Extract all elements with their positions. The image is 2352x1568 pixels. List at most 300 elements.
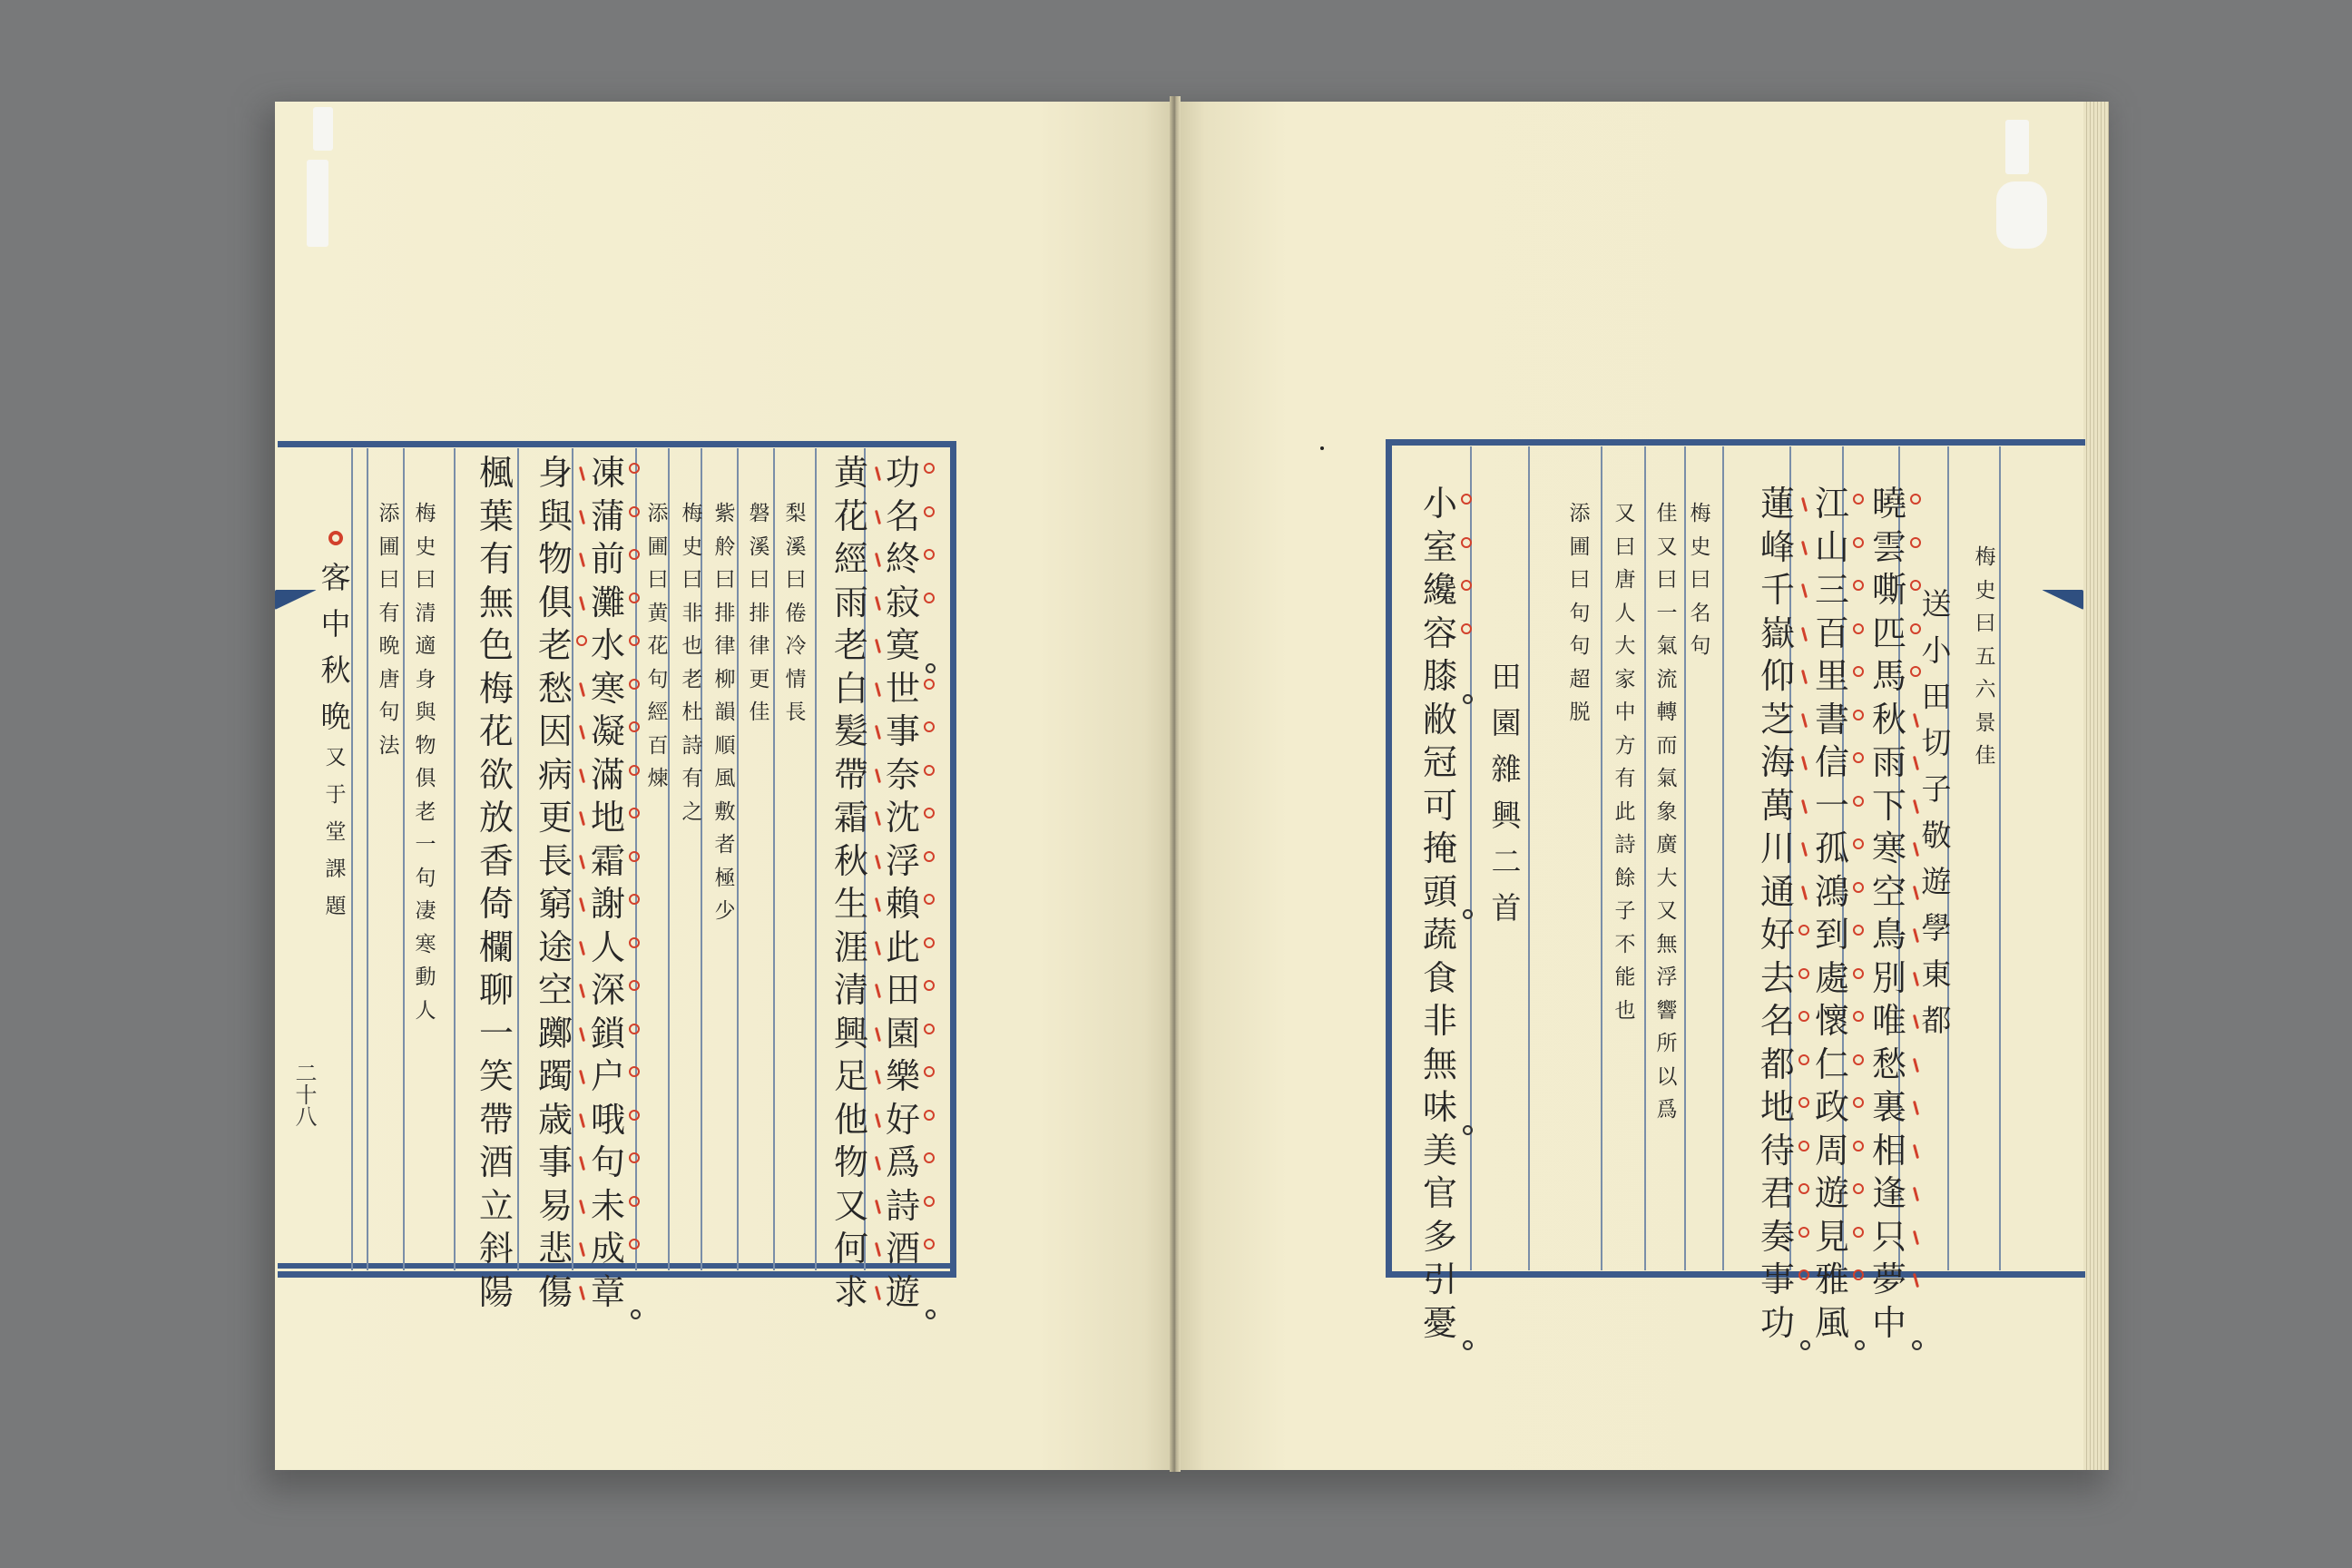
verse-char: 途 (535, 926, 575, 970)
commentary-char: 黄 (647, 601, 669, 625)
verse-char: 浮 (883, 840, 923, 884)
verse-char: 空 (1869, 871, 1909, 915)
commentary-char: 添 (378, 502, 400, 525)
commentary-char: 者 (714, 833, 736, 857)
verse-char: 傷 (535, 1271, 575, 1315)
emphasis-mark (924, 721, 935, 732)
commentary-char: 適 (415, 634, 436, 658)
poem-title-sub-char: 又 (325, 746, 347, 769)
left-column-9 (476, 452, 516, 1314)
commentary-char: 順 (714, 733, 736, 758)
verse-char: 仁 (1812, 1044, 1852, 1087)
verse-char: 逢 (1869, 1172, 1909, 1216)
commentary-char: 五 (1975, 644, 1996, 669)
verse-char: 蓮 (1758, 483, 1798, 526)
verse-char: 病 (535, 754, 575, 798)
verse-char: 老 (831, 624, 871, 668)
verse-char: 雅 (1812, 1259, 1852, 1302)
heading-char: 敬 (1921, 818, 1952, 853)
commentary-char: 梅 (1690, 502, 1711, 525)
commentary-char: 溪 (749, 534, 770, 559)
commentary-char: 之 (681, 799, 703, 824)
verse-char: 黄 (831, 452, 871, 495)
emphasis-mark (1853, 968, 1864, 979)
commentary-char: 佳 (1975, 744, 1996, 768)
verse-char: 食 (1422, 957, 1457, 998)
emphasis-mark (1853, 925, 1864, 936)
binding-thread-right-2 (1996, 181, 2047, 249)
emphasis-mark (1853, 838, 1864, 849)
verse-char: 別 (1869, 957, 1909, 1001)
emphasis-mark (924, 808, 935, 818)
commentary-char: 花 (647, 634, 669, 658)
heading-char: 田 (1491, 659, 1522, 694)
emphasis-mark (629, 1152, 640, 1163)
heading-char: 雜 (1491, 751, 1522, 787)
verse-char: 海 (1758, 741, 1798, 785)
commentary-char: 以 (1656, 1064, 1678, 1089)
commentary-char: 有 (681, 767, 703, 790)
emphasis-mark (1798, 968, 1809, 979)
right-column-rule (1601, 446, 1602, 1270)
commentary-char: 圃 (1569, 534, 1591, 559)
emphasis-mark (629, 808, 640, 818)
emphasis-mark (1853, 752, 1864, 763)
left-column-rule (517, 448, 519, 1270)
emphasis-mark (1461, 494, 1472, 505)
verse-char: 無 (1422, 1044, 1457, 1084)
verse-char: 寒 (1869, 828, 1909, 871)
verse-char: 山 (1812, 526, 1852, 570)
verse-char: 裏 (1869, 1086, 1909, 1130)
verse-char: 功 (1758, 1302, 1798, 1346)
commentary-char: 杜 (681, 701, 703, 724)
poem-title-char: 中 (320, 606, 351, 642)
commentary-char: 與 (415, 701, 436, 724)
commentary-char: 又 (1656, 899, 1678, 923)
binding-thread-right-1 (2005, 120, 2029, 174)
emphasis-mark (1798, 1183, 1809, 1194)
verse-char: 章 (588, 1271, 628, 1315)
verse-char: 鳥 (1869, 914, 1909, 957)
heading-char: 都 (1921, 1003, 1952, 1038)
verse-char: 雨 (831, 582, 871, 625)
emphasis-mark (576, 635, 587, 646)
emphasis-mark (1910, 537, 1921, 548)
verse-char: 容 (1420, 612, 1460, 656)
commentary-char: 爲 (1656, 1098, 1678, 1122)
poem-title-sub-char: 于 (325, 783, 347, 807)
emphasis-mark (1910, 580, 1921, 591)
verse-char: 一 (478, 1013, 514, 1054)
commentary-char: 流 (1656, 667, 1678, 691)
commentary-char: 曰 (415, 568, 436, 592)
verse-char: 躅 (535, 1055, 575, 1099)
verse-char: 掩 (1422, 828, 1457, 868)
verse-char: 風 (1812, 1302, 1852, 1346)
verse-char: 寂 (883, 582, 923, 625)
commentary-char: 能 (1614, 965, 1636, 989)
commentary-char: 紫 (714, 502, 736, 525)
emphasis-mark (1798, 1141, 1809, 1152)
commentary-char: 超 (1569, 667, 1591, 691)
verse-char: 沈 (883, 797, 923, 840)
emphasis-mark (924, 765, 935, 776)
left-column-12 (318, 531, 354, 926)
commentary-char: 舲 (714, 534, 736, 559)
right-column-1 (1918, 581, 1955, 1044)
verse-char: 灘 (588, 582, 628, 625)
verse-char: 求 (831, 1271, 871, 1315)
verse-char: 多 (1422, 1216, 1457, 1257)
emphasis-mark (1853, 537, 1864, 548)
commentary-char: 曰 (1656, 568, 1678, 592)
left-column-11 (377, 497, 401, 762)
verse-char: 足 (831, 1055, 871, 1099)
binding-thread-left-1 (313, 107, 333, 151)
left-column-7 (588, 452, 628, 1314)
binding-thread-left-2 (307, 160, 328, 247)
emphasis-mark (1798, 1097, 1809, 1108)
commentary-char: 律 (714, 634, 736, 658)
commentary-char: 凄 (415, 899, 436, 923)
verse-char: 霜 (588, 840, 628, 884)
emphasis-mark (1910, 494, 1921, 505)
emphasis-mark (1910, 666, 1921, 677)
heading-char: 切 (1921, 725, 1952, 760)
verse-char: 見 (1812, 1216, 1852, 1259)
commentary-char: 詩 (681, 733, 703, 758)
commentary-char: 寒 (415, 932, 436, 956)
emphasis-mark (629, 851, 640, 862)
commentary-char: 有 (1614, 767, 1636, 790)
emphasis-mark (629, 1066, 640, 1077)
commentary-char: 浮 (1656, 965, 1678, 989)
commentary-char: 圃 (647, 534, 669, 559)
verse-char: 好 (883, 1099, 923, 1142)
commentary-char: 響 (1656, 998, 1678, 1023)
commentary-char: 百 (647, 733, 669, 758)
verse-char: 水 (588, 624, 628, 668)
poem-title-char: 晩 (320, 699, 351, 734)
verse-char: 雲 (1869, 526, 1909, 570)
heading-char: 二 (1491, 844, 1522, 879)
emphasis-mark (924, 549, 935, 560)
emphasis-mark (629, 1239, 640, 1250)
verse-char: 芝 (1758, 699, 1798, 742)
emphasis-mark (1798, 1227, 1809, 1238)
verse-char: 蒲 (588, 495, 628, 539)
right-column-7 (1613, 497, 1637, 1027)
verse-char: 更 (535, 797, 575, 840)
emphasis-mark (1798, 1054, 1809, 1065)
verse-char: 賴 (883, 883, 923, 926)
left-column-4 (713, 497, 737, 928)
commentary-char: 極 (714, 866, 736, 890)
right-column-9 (1488, 653, 1524, 931)
verse-char: 悲 (535, 1228, 575, 1271)
commentary-char: 曰 (785, 568, 807, 592)
commentary-char: 風 (714, 767, 736, 790)
verse-char: 萬 (1758, 785, 1798, 828)
commentary-char: 律 (749, 634, 770, 658)
emphasis-mark (924, 1239, 935, 1250)
verse-char: 霜 (831, 797, 871, 840)
commentary-char: 曰 (647, 568, 669, 592)
punctuation-mark (926, 663, 936, 673)
verse-char: 處 (1812, 957, 1852, 1001)
emphasis-mark (629, 635, 640, 646)
verse-char: 千 (1758, 569, 1798, 612)
verse-char: 無 (478, 582, 514, 622)
emphasis-mark (1853, 1097, 1864, 1108)
commentary-char: 動 (415, 965, 436, 989)
commentary-char: 少 (714, 899, 736, 923)
verse-char: 引 (1422, 1259, 1457, 1299)
commentary-char: 曰 (1975, 612, 1996, 635)
verse-char: 興 (831, 1013, 871, 1056)
verse-char: 樂 (883, 1055, 923, 1099)
emphasis-mark (1853, 796, 1864, 807)
commentary-char: 史 (415, 534, 436, 559)
verse-char: 纔 (1420, 569, 1460, 612)
verse-char: 詩 (883, 1185, 923, 1229)
commentary-char: 梅 (1975, 545, 1996, 569)
book-gutter (1170, 96, 1181, 1472)
left-column-6 (646, 497, 670, 796)
punctuation-mark (1855, 1340, 1865, 1350)
verse-char: 小 (1420, 483, 1460, 526)
emphasis-mark (924, 1024, 935, 1034)
emphasis-mark (1798, 1269, 1809, 1280)
commentary-char: 史 (1975, 578, 1996, 603)
verse-char: 滿 (588, 754, 628, 798)
verse-char: 里 (1812, 655, 1852, 699)
heading-char: 小 (1921, 632, 1952, 668)
verse-char: 空 (535, 969, 575, 1013)
commentary-char: 老 (415, 799, 436, 824)
left-column-rule (367, 448, 368, 1270)
verse-char: 花 (831, 495, 871, 539)
commentary-char: 子 (1614, 899, 1636, 923)
emphasis-mark (1461, 537, 1472, 548)
verse-char: 一 (1812, 785, 1852, 828)
commentary-char: 唐 (378, 667, 400, 691)
punctuation-mark (1463, 1125, 1473, 1135)
commentary-char: 象 (1656, 799, 1678, 824)
verse-char: 遊 (1812, 1172, 1852, 1216)
verse-char: 功 (883, 452, 923, 495)
verse-char: 川 (1758, 828, 1798, 871)
commentary-char: 句 (1690, 634, 1711, 658)
verse-char: 立 (478, 1185, 514, 1226)
verse-char: 地 (588, 797, 628, 840)
commentary-char: 梨 (785, 502, 807, 525)
left-column-2 (784, 497, 808, 730)
verse-char: 匹 (1869, 612, 1909, 656)
commentary-char: 磐 (749, 502, 770, 525)
verse-char: 雨 (1869, 741, 1909, 785)
commentary-char: 佳 (1656, 502, 1678, 525)
verse-char: 色 (478, 625, 514, 665)
verse-char: 百 (1812, 612, 1852, 656)
verse-char: 此 (883, 926, 923, 970)
left-column-10 (414, 497, 437, 1027)
emphasis-mark (1853, 1183, 1864, 1194)
emphasis-mark (1853, 1269, 1864, 1280)
commentary-char: 敷 (714, 799, 736, 824)
verse-char: 秋 (1869, 699, 1909, 742)
verse-char: 長 (535, 840, 575, 884)
verse-char: 膝 (1420, 655, 1460, 699)
verse-char: 敝 (1422, 699, 1457, 740)
verse-char: 物 (535, 538, 575, 582)
emphasis-mark (924, 894, 935, 905)
right-column-rule (1684, 446, 1686, 1270)
emphasis-mark (924, 980, 935, 991)
verse-char: 愁 (1869, 1044, 1909, 1087)
emphasis-mark (924, 593, 935, 603)
right-column-5 (1689, 497, 1712, 663)
right-column-rule (1999, 446, 2001, 1270)
emphasis-mark (1853, 1054, 1864, 1065)
left-column-1 (831, 452, 871, 1314)
verse-char: 斜 (478, 1229, 514, 1269)
commentary-char: 溪 (785, 534, 807, 559)
verse-char: 室 (1420, 526, 1460, 570)
verse-char: 欄 (478, 926, 514, 967)
right-column-2 (1869, 483, 1909, 1345)
verse-char: 田 (883, 969, 923, 1013)
verse-char: 酒 (883, 1228, 923, 1271)
emphasis-mark (1853, 1011, 1864, 1022)
verse-char: 蔬 (1422, 915, 1457, 955)
commentary-char: 梅 (681, 502, 703, 525)
commentary-char: 所 (1656, 1032, 1678, 1055)
emphasis-mark (629, 1024, 640, 1034)
verse-char: 去 (1758, 957, 1798, 1001)
emphasis-mark (1798, 1011, 1809, 1022)
verse-char: 涯 (831, 926, 871, 970)
heading-char: 田 (1921, 679, 1952, 714)
emphasis-mark (1461, 580, 1472, 591)
verse-char: 通 (1758, 871, 1798, 915)
commentary-char: 句 (1569, 601, 1591, 625)
emphasis-mark (1461, 623, 1472, 634)
poem-title-sub-char: 課 (325, 858, 347, 881)
verse-char: 深 (588, 969, 628, 1013)
verse-char: 愁 (535, 668, 575, 711)
verse-char: 陽 (478, 1271, 514, 1312)
right-column-8 (1568, 497, 1592, 730)
verse-char: 髪 (831, 710, 871, 754)
verse-char: 嶽 (1758, 612, 1798, 656)
verse-char: 與 (535, 495, 575, 539)
verse-char: 奏 (1758, 1216, 1798, 1259)
heading-char: 東 (1921, 956, 1952, 992)
commentary-char: 史 (1690, 534, 1711, 559)
emphasis-mark (1798, 925, 1809, 936)
verse-char: 成 (588, 1228, 628, 1271)
verse-char: 聊 (478, 970, 514, 1010)
poem-title-sub-char: 題 (325, 895, 347, 918)
commentary-char: 梅 (415, 502, 436, 525)
commentary-char: 一 (1656, 601, 1678, 625)
poem-title-sub-char: 堂 (325, 820, 347, 844)
emphasis-mark (629, 765, 640, 776)
verse-char: 事 (1758, 1259, 1798, 1302)
left-folio: 二十八 (291, 1062, 317, 1127)
verse-char: 冠 (1422, 742, 1457, 782)
emphasis-mark (924, 1066, 935, 1077)
emphasis-mark (629, 937, 640, 948)
commentary-char: 物 (415, 733, 436, 758)
commentary-char: 也 (1614, 998, 1636, 1023)
left-column-rule (773, 448, 775, 1270)
verse-char: 生 (831, 883, 871, 926)
verse-char: 下 (1869, 785, 1909, 828)
commentary-char: 句 (415, 866, 436, 890)
emphasis-mark (1853, 710, 1864, 720)
emphasis-mark (629, 980, 640, 991)
verse-char: 句 (588, 1142, 628, 1185)
verse-char: 帶 (831, 754, 871, 798)
right-column-10 (1420, 483, 1460, 1345)
emphasis-mark (629, 1110, 640, 1121)
verse-char: 頭 (1420, 871, 1460, 915)
page-edges (2083, 102, 2109, 1470)
verse-char: 放 (478, 798, 514, 838)
verse-char: 物 (831, 1142, 871, 1185)
verse-char: 夢 (1869, 1259, 1909, 1302)
commentary-char: 排 (714, 601, 736, 625)
verse-char: 謝 (588, 883, 628, 926)
right-column-rule (1722, 446, 1724, 1270)
poem-title-char: 秋 (320, 652, 351, 688)
stray-dot (1320, 446, 1324, 450)
commentary-char: 韻 (714, 701, 736, 724)
verse-char: 世 (883, 668, 923, 711)
verse-char: 非 (1422, 1001, 1457, 1041)
emphasis-mark (924, 1152, 935, 1163)
verse-char: 又 (831, 1185, 871, 1229)
verse-char: 懷 (1812, 1000, 1852, 1044)
left-column-rule (403, 448, 405, 1270)
right-column-3 (1812, 483, 1852, 1345)
commentary-char: 句 (647, 667, 669, 691)
commentary-char: 餘 (1614, 866, 1636, 890)
commentary-char: 曰 (681, 568, 703, 592)
verse-char: 鎖 (588, 1013, 628, 1056)
verse-char: 政 (1812, 1086, 1852, 1130)
commentary-char: 詩 (1614, 833, 1636, 857)
verse-char: 三 (1812, 569, 1852, 612)
right-column-0 (1974, 541, 1997, 773)
commentary-char: 又 (1614, 502, 1636, 525)
commentary-char: 一 (415, 833, 436, 857)
verse-char: 有 (478, 539, 514, 579)
commentary-char: 曰 (378, 568, 400, 592)
emphasis-mark (629, 1196, 640, 1207)
emphasis-mark (1853, 1141, 1864, 1152)
commentary-char: 曰 (714, 568, 736, 592)
verse-char: 清 (831, 969, 871, 1013)
emphasis-mark (629, 721, 640, 732)
verse-char: 相 (1869, 1130, 1909, 1173)
left-column-rule (737, 448, 739, 1270)
commentary-char: 名 (1690, 601, 1711, 625)
commentary-char: 老 (681, 667, 703, 691)
